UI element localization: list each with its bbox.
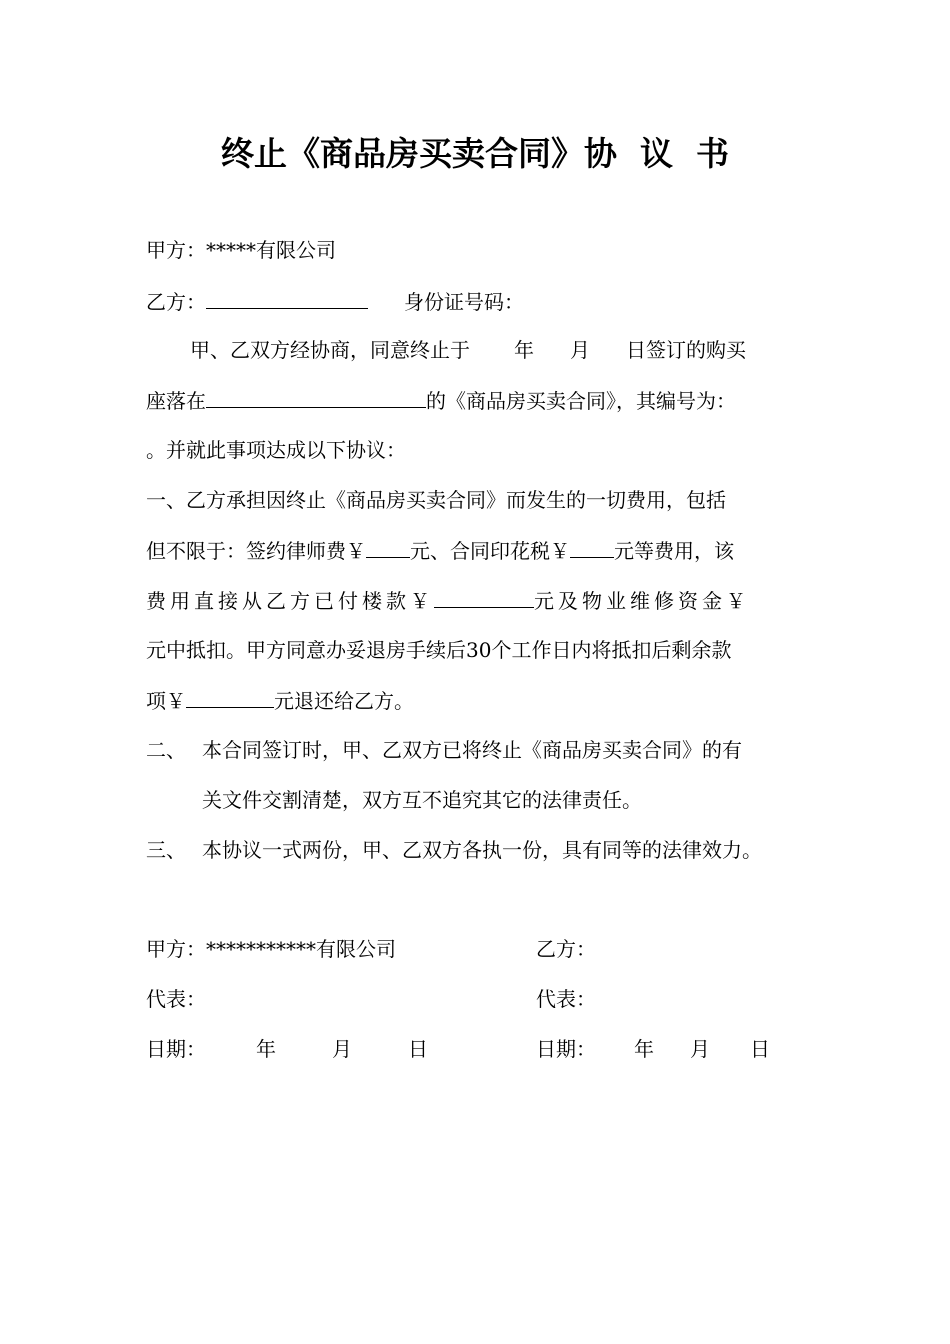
party-b-line <box>146 288 524 315</box>
party-a-line: 甲方：*****有限公司 <box>146 238 336 262</box>
clause-1-line-3 <box>146 587 750 614</box>
clause-1-line-5 <box>146 687 414 714</box>
p1-text-a: 甲、乙双方经协商，同意终止于 <box>190 338 470 362</box>
date-label-b: 日期： <box>536 1037 596 1061</box>
paid-amount-label: 费用直接从乙方已付楼款￥ <box>146 589 434 613</box>
clause-3-line-1: 本协议一式两份，甲、乙双方各执一份，具有同等的法律效力。 <box>202 838 762 862</box>
refund-text: 元退还给乙方。 <box>274 689 414 713</box>
party-b-name-blank <box>206 288 368 309</box>
p1-year: 年 <box>514 338 534 362</box>
clause-2-line-2: 关文件交割清楚，双方互不追究其它的法律责任。 <box>202 788 642 812</box>
paragraph-1-line-1 <box>190 337 746 363</box>
stamp-tax-label: 元、合同印花税￥ <box>410 539 570 563</box>
stamp-tax-blank <box>570 537 614 558</box>
p1-text-b: 日签订的购买 <box>626 338 746 362</box>
clause-2-number: 二、 <box>146 738 186 762</box>
signature-rep-b: 代表： <box>536 987 596 1011</box>
location-blank <box>206 387 426 408</box>
date-day-a: 日 <box>408 1037 428 1061</box>
fees-text: 元等费用，该 <box>614 539 734 563</box>
paragraph-1-line-3: 。并就此事项达成以下协议： <box>146 438 406 462</box>
party-b-label: 乙方： <box>146 290 206 314</box>
paragraph-1-line-2 <box>146 387 736 414</box>
refund-blank <box>186 687 274 708</box>
date-day-b: 日 <box>750 1037 770 1061</box>
document-title: 终止《商品房买卖合同》协 议 书 <box>221 134 729 173</box>
signature-date-a <box>146 1036 428 1062</box>
clause-1-line-2 <box>146 537 734 564</box>
clause-3-number: 三、 <box>146 838 186 862</box>
lawyer-fee-blank <box>366 537 410 558</box>
clause-1-line-1: 一、乙方承担因终止《商品房买卖合同》而发生的一切费用，包括 <box>146 488 726 512</box>
signature-party-a: 甲方：***********有限公司 <box>146 937 396 961</box>
signature-party-b: 乙方： <box>536 937 596 961</box>
refund-label: 项￥ <box>146 689 186 713</box>
clause-2-line-1: 本合同签订时，甲、乙双方已将终止《商品房买卖合同》的有 <box>202 738 742 762</box>
date-month-a: 月 <box>332 1037 352 1061</box>
paid-amount-blank <box>434 587 534 608</box>
id-number-label: 身份证号码： <box>404 290 524 314</box>
clause-1-line-4: 元中抵扣。甲方同意办妥退房手续后30个工作日内将抵扣后剩余款 <box>146 638 732 662</box>
p1-month: 月 <box>570 338 590 362</box>
location-label: 座落在 <box>146 389 206 413</box>
signature-date-b <box>536 1036 770 1062</box>
signature-rep-a: 代表： <box>146 987 206 1011</box>
contract-number-label: 的《商品房买卖合同》，其编号为： <box>426 389 736 413</box>
lawyer-fee-label: 但不限于：签约律师费￥ <box>146 539 366 563</box>
date-year-a: 年 <box>256 1037 276 1061</box>
maintenance-fund-label: 元及物业维修资金￥ <box>534 589 750 613</box>
date-year-b: 年 <box>634 1037 654 1061</box>
date-month-b: 月 <box>690 1037 710 1061</box>
date-label-a: 日期： <box>146 1037 206 1061</box>
